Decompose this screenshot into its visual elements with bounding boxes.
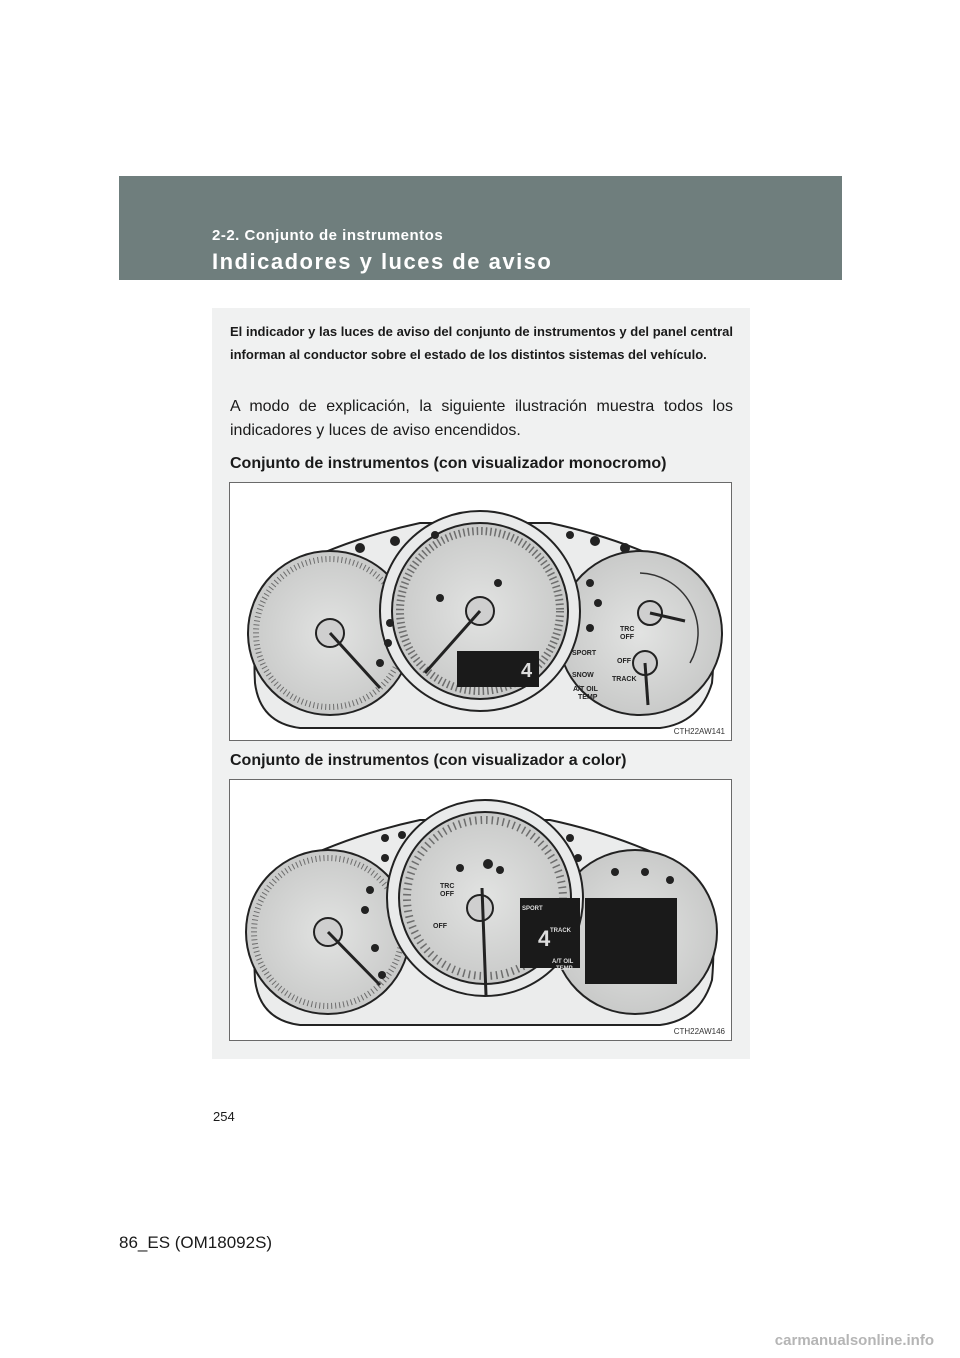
gear-indicator: 4 (521, 660, 533, 682)
snow-label: SNOW (572, 672, 594, 679)
figure-1-code: CTH22AW141 (673, 727, 725, 736)
figure-1-title: Conjunto de instrumentos (con visualizador monocromo) (230, 455, 667, 472)
vsc-off-label: OFF (617, 658, 631, 665)
track-label: TRACK (550, 928, 571, 934)
trc-label: TRC (440, 883, 455, 890)
cluster-illustration-1 (230, 483, 733, 742)
page-number: 254 (213, 1109, 235, 1124)
trc-off-label: OFF (440, 891, 454, 898)
page-title: Indicadores y luces de aviso (212, 249, 553, 274)
intro-bold-paragraph: El indicador y las luces de aviso del conjunto de instrumentos y del panel central informan al conductor sobre el estado de los distintos sistemas del vehículo. (230, 324, 733, 362)
at-oil-label: A/T OIL (573, 686, 598, 693)
sport-label: SPORT (522, 906, 543, 912)
trc-label: TRC (620, 626, 635, 633)
watermark: carmanualsonline.info (774, 1332, 934, 1349)
color-display (585, 898, 677, 984)
gear-indicator: 4 (538, 926, 551, 951)
sport-label: SPORT (572, 650, 597, 657)
temp-label: TEMP (556, 966, 573, 972)
figure-2-title: Conjunto de instrumentos (con visualizador a color) (230, 752, 627, 769)
figure-2-code: CTH22AW146 (673, 1027, 725, 1036)
intro-paragraph: A modo de explicación, la siguiente ilustración muestra todos los indicadores y luces de aviso encendidos. (230, 398, 733, 439)
section-label: 2-2. Conjunto de instrumentos (212, 227, 444, 244)
vsc-off-label: OFF (433, 923, 447, 930)
temp-label: TEMP (578, 694, 598, 701)
cluster-illustration-2 (230, 780, 733, 1042)
figure-1-monochrome-cluster (229, 482, 732, 741)
track-label: TRACK (612, 676, 637, 683)
trc-off-label: OFF (620, 634, 634, 641)
document-code: 86_ES (OM18092S) (119, 1233, 273, 1252)
at-oil-label: A/T OIL (552, 959, 574, 965)
figure-2-color-cluster (229, 779, 732, 1041)
